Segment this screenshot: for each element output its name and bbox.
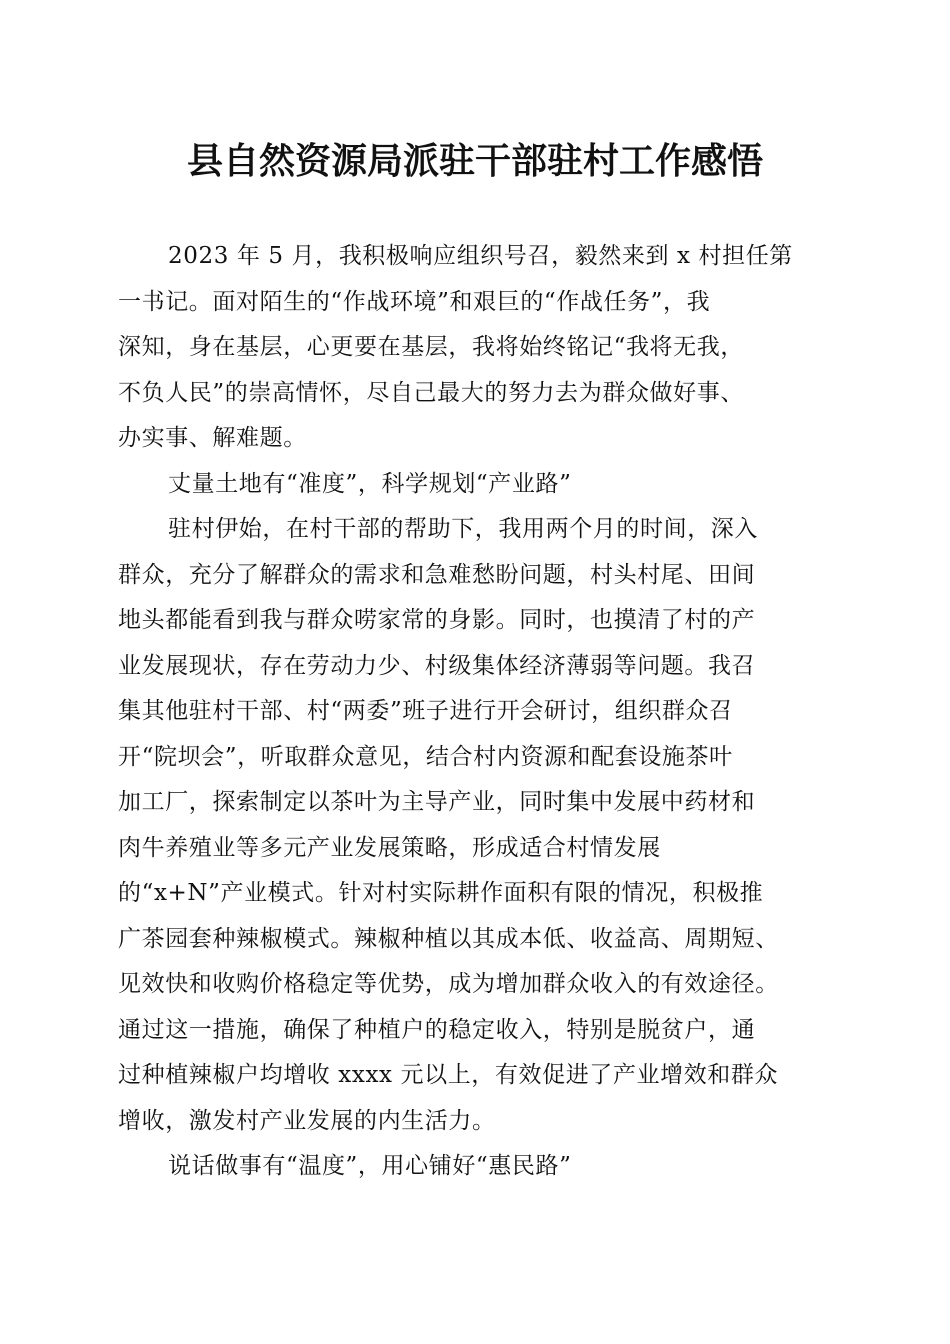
paragraph-2-line-14: 增收，激发村产业发展的内生活力。 <box>118 1107 496 1134</box>
paragraph-1-line-3: 深知，身在基层，心更要在基层，我将始终铭记“我将无我， <box>118 334 744 360</box>
paragraph-2-line-9: 的“x+N”产业模式。针对村实际耕作面积有限的情况，积极推 <box>118 880 764 906</box>
paragraph-1-line-5: 办实事、解难题。 <box>118 425 307 451</box>
paragraph-1-line-4: 不负人民”的崇高情怀，尽自己最大的努力去为群众做好事、 <box>118 379 744 406</box>
section-heading-2: 说话做事有“温度”，用心铺好“惠民路” <box>168 1153 572 1179</box>
paragraph-1-line-2: 一书记。面对陌生的“作战环境”和艰巨的“作战任务”，我 <box>118 288 711 315</box>
paragraph-2-line-2: 群众，充分了解群众的需求和急难愁盼问题，村头村尾、田间 <box>118 561 756 588</box>
paragraph-2-line-1: 驻村伊始，在村干部的帮助下，我用两个月的时间，深入 <box>168 516 758 542</box>
paragraph-2-line-6: 开“院坝会”，听取群众意见，结合村内资源和配套设施茶叶 <box>118 743 733 770</box>
document-title: 县自然资源局派驻干部驻村工作感悟 <box>186 140 763 182</box>
section-heading-1: 丈量土地有“准度”，科学规划“产业路” <box>168 470 572 497</box>
paragraph-2-line-5: 集其他驻村干部、村“两委”班子进行开会研讨，组织群众召 <box>118 698 733 724</box>
document-body <box>118 234 832 1190</box>
paragraph-2-line-3: 地头都能看到我与群众唠家常的身影。同时，也摸清了村的产 <box>118 607 756 633</box>
paragraph-2-line-12: 通过这一措施，确保了种植户的稳定收入，特别是脱贫户，通 <box>118 1016 756 1043</box>
paragraph-2-line-13: 过种植辣椒户均增收 xxxx 元以上，有效促进了产业增效和群众 <box>118 1062 779 1088</box>
paragraph-2-line-11: 见效快和收购价格稳定等优势，成为增加群众收入的有效途径。 <box>118 971 779 997</box>
paragraph-1-line-1: 2023 年 5 月，我积极响应组织号召，毅然来到 x 村担任第 <box>168 243 793 269</box>
paragraph-2-line-4: 业发展现状，存在劳动力少、村级集体经济薄弱等问题。我召 <box>118 652 756 679</box>
paragraph-2-line-7: 加工厂，探索制定以茶叶为主导产业，同时集中发展中药材和 <box>118 789 756 815</box>
paragraph-2-line-8: 肉牛养殖业等多元产业发展策略，形成适合村情发展 <box>118 834 661 861</box>
paragraph-2-line-10: 广茶园套种辣椒模式。辣椒种植以其成本低、收益高、周期短、 <box>118 925 779 952</box>
